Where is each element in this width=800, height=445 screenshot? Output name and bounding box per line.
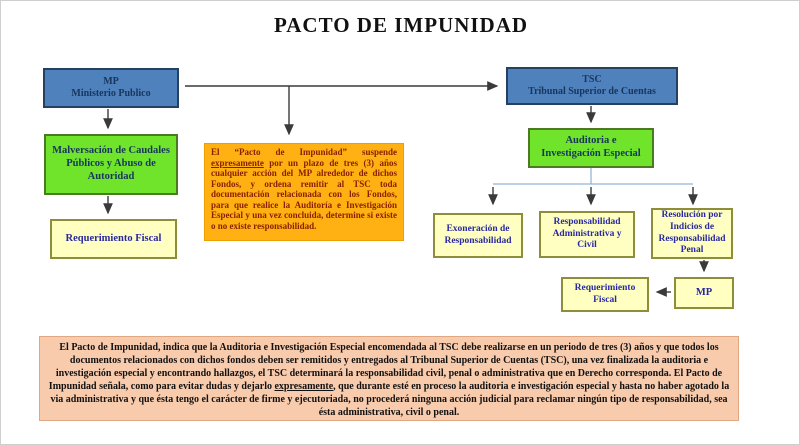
summary-emphasis: expresamente xyxy=(274,381,334,392)
node-tribunal-superior-cuentas xyxy=(506,67,678,105)
page-title: PACTO DE IMPUNIDAD xyxy=(273,13,529,37)
node-label: Tribunal Superior de Cuentas xyxy=(528,86,656,97)
node-exoneracion xyxy=(433,213,523,258)
callout-emphasis: expresamente xyxy=(211,157,264,168)
node-label: Responsabilidad Administrativa y Civil xyxy=(552,217,622,251)
node-label: Requerimiento Fiscal xyxy=(574,282,636,305)
node-ministerio-publico xyxy=(43,68,179,108)
node-label: TSC xyxy=(582,73,602,85)
node-label: Resolución por Indicios de Responsabilidad Penal xyxy=(658,210,726,256)
node-requerimiento-fiscal-left xyxy=(50,219,177,259)
summary-text: , que durante esté en proceso la auditoria e investigación especial y hasta no haber agotado la via administrativa y que ésta tengo el carácter de firme y ejecutoriada, no procederá ninguna acción judicial para reclamar ningún tipo de responsabilidad, sea ésta administrativa, civil o penal. xyxy=(50,381,730,418)
summary-text: El Pacto de Impunidad, indica que la Auditoria e Investigación Especial encomendada al TSC debe realizarse en un periodo de tres (3) años y que todos los documentos relacionados con dichos fondos deben ser remitidos y entregados al Tribunal Superior de Cuentas (TSC), una vez finalizada la auditoria e investigación especial y encontrando hallazgos, el TSC determinará la responsabilidad civil, penal o administrativa que en Derecho corresponda. El Pacto de Impunidad señala, como para evitar dudas y dejarlo xyxy=(48,342,723,392)
node-responsabilidad-admin-civil xyxy=(539,211,635,258)
node-label: MP xyxy=(103,75,119,87)
node-label: Requerimiento Fiscal xyxy=(65,232,162,244)
node-label: MP xyxy=(695,286,713,298)
summary-paragraph xyxy=(39,336,739,421)
node-label: Exoneración de Responsabilidad xyxy=(444,223,512,246)
node-auditoria-investigacion xyxy=(528,128,654,168)
node-requerimiento-fiscal-right xyxy=(561,277,649,312)
node-label: Auditoria e Investigación Especial xyxy=(541,135,641,159)
node-malversacion xyxy=(44,134,178,195)
node-mp-small xyxy=(674,277,734,309)
node-label: Ministerio Publico xyxy=(71,88,151,99)
node-label: Malversación de Caudales Públicos y Abuso de Autoridad xyxy=(52,145,170,182)
callout-text: El “Pacto de Impunidad” suspende xyxy=(211,147,397,157)
node-resolucion-indicios-penal xyxy=(651,208,733,259)
callout-pacto-suspende xyxy=(204,143,404,241)
callout-text: por un plazo de tres (3) años cualquier acción del MP alrededor de dichos Fondos, y ordena remitir al TSC toda documentación relacionada con los Fondos, para que realice la Auditoría e Investigación Especial y una vez concluida, determine si existe o no existe responsabilidad. xyxy=(211,157,397,231)
